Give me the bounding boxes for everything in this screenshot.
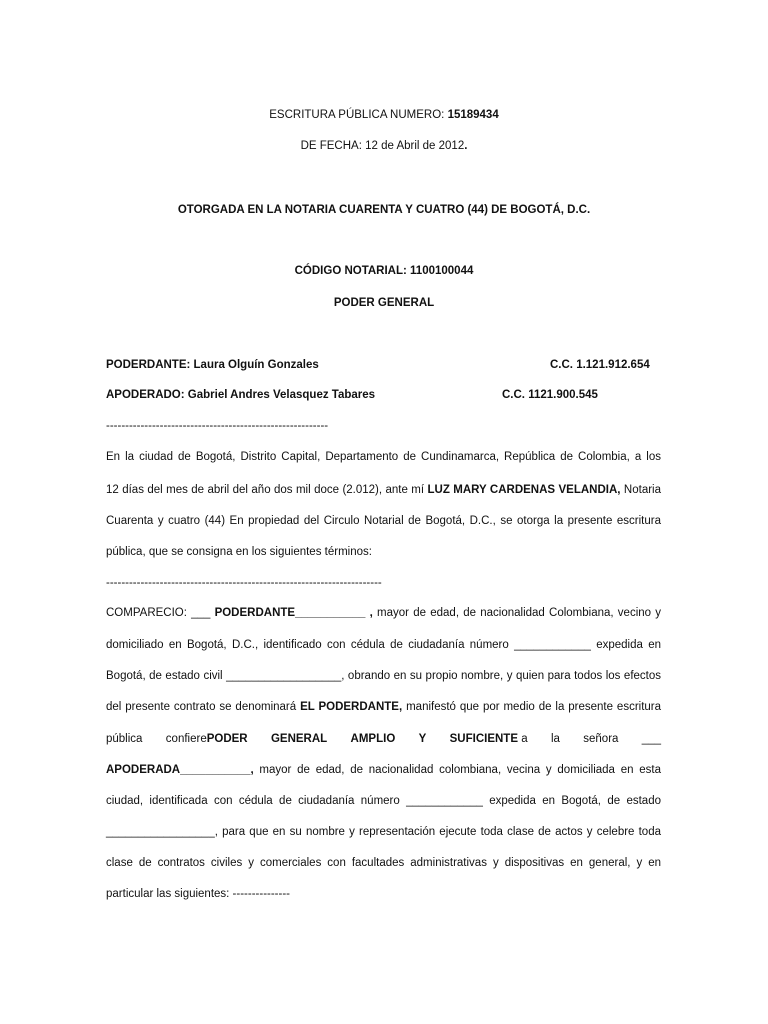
el-poderdante: EL PODERDANTE, [300,701,403,713]
escritura-number: 15189434 [447,109,499,121]
paragraph-line: _________________, para que en su nombre y representación ejecute toda clase de actos y celebre toda [106,826,661,838]
paragraph-line: domiciliado en Bogotá, D.C., identificado con cédula de ciudadanía número ____________ expedida en [106,639,661,651]
escritura-numero [0,109,768,121]
separator-line: ---------------------------------------------------------- [106,420,329,432]
document-type: PODER GENERAL [333,297,435,309]
escritura-label: ESCRITURA PÚBLICA NUMERO: [269,109,448,121]
fecha-label: DE FECHA: [300,140,366,152]
apoderado-cc: C.C. 1121.900.545 [502,389,598,401]
paragraph-line: En la ciudad de Bogotá, Distrito Capital, Departamento de Cundinamarca, República de Colombia, a los [106,451,661,463]
paragraph-line: COMPARECIO: ___ PODERDANTE___________ , mayor de edad, de nacionalidad Colombiana, vecino y [106,607,662,619]
poderdante-cc: C.C. 1.121.912.654 [550,359,650,371]
fecha-valor: 12 de Abril de 2012 [365,140,465,152]
codigo-notarial: CÓDIGO NOTARIAL: 1100100044 [294,265,474,277]
paragraph-line: APODERADA___________, mayor de edad, de nacionalidad colombiana, vecina y domiciliada en esta [106,764,661,776]
notaria-otorgada: OTORGADA EN LA NOTARIA CUARENTA Y CUATRO (44) DE BOGOTÁ, D.C. [177,204,591,216]
paragraph-line: clase de contratos civiles y comerciales con facultades administrativas y dispositivas en general, y en [106,857,661,869]
apoderado-name: APODERADO: Gabriel Andres Velasquez Tabares [106,389,376,401]
paragraph-line: pública confierePODER GENERAL AMPLIO Y SUFICIENTE a la señora ___ [106,733,661,745]
poderdante-blank: PODERDANTE___________ , [214,607,373,619]
paragraph-line: Bogotá, de estado civil __________________, obrando en su propio nombre, y quien para todos los efectos [106,670,661,682]
paragraph-line: pública, que se consigna en los siguientes términos: [106,546,372,558]
separator-line: ------------------------------------------------------------------------ [106,577,382,589]
paragraph-line: ciudad, identificada con cédula de ciudadanía número ____________ expedida en Bogotá, de estado [106,795,661,807]
poderdante-name: PODERDANTE: Laura Olguín Gonzales [106,359,319,371]
paragraph-line: 12 días del mes de abril del año dos mil doce (2.012), ante mí LUZ MARY CARDENAS VELANDIA, Notaria [106,484,661,496]
apoderada-blank: APODERADA___________, [106,764,254,776]
fecha [0,140,768,152]
notary-name: LUZ MARY CARDENAS VELANDIA, [427,484,621,496]
fecha-punto: . [464,140,468,152]
paragraph-line: del presente contrato se denominará EL PODERDANTE, manifestó que por medio de la presente escritura [106,701,662,713]
paragraph-line: particular las siguientes: --------------- [106,888,291,900]
paragraph-line: Cuarenta y cuatro (44) En propiedad del Circulo Notarial de Bogotá, D.C., se otorga la presente escritura [106,515,661,527]
